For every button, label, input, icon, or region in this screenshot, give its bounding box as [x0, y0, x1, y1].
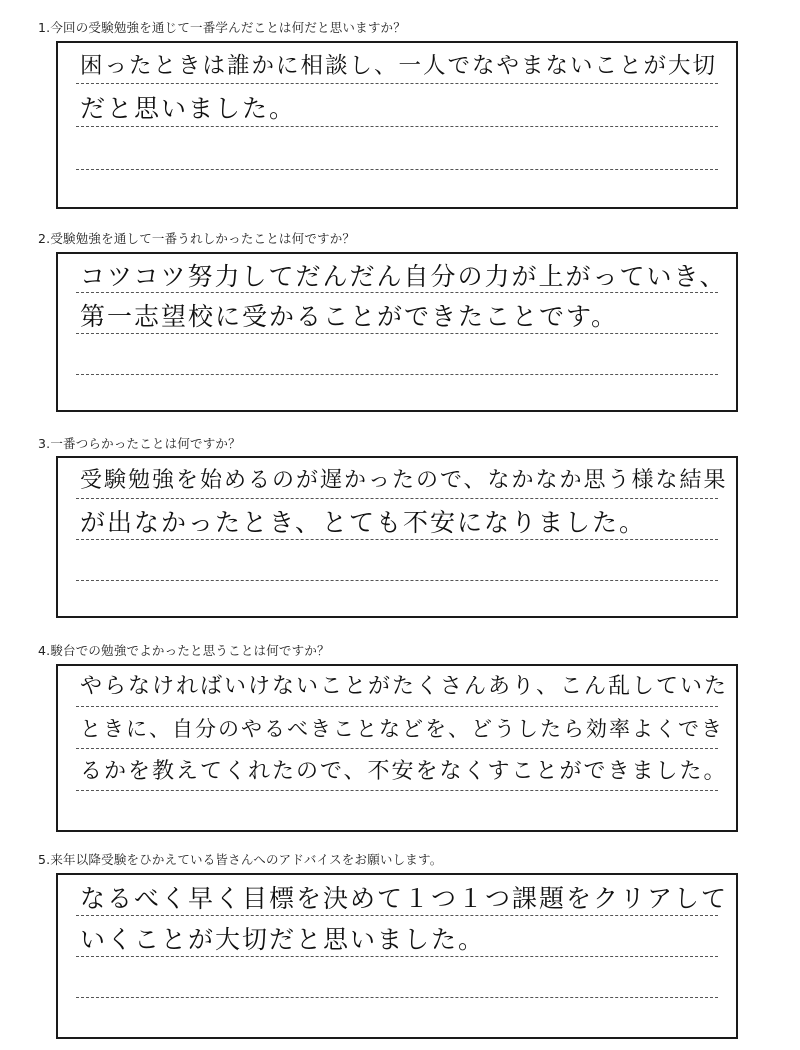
answer-line: やらなければいけないことがたくさんあり、こん乱していた — [80, 674, 729, 699]
answer-line: ときに、自分のやるべきことなどを、どうしたら効率よくでき — [80, 717, 724, 741]
ruled-line — [76, 915, 718, 916]
answer-line: が出なかったとき、とても不安になりました。 — [80, 508, 647, 537]
ruled-line — [76, 539, 718, 540]
ruled-line — [76, 374, 718, 375]
ruled-line — [76, 706, 718, 707]
ruled-line — [76, 997, 718, 998]
answer-box-3 — [56, 456, 738, 618]
answer-line: 受験勉強を始めるのが遅かったので、なかなか思う様な結果 — [80, 468, 728, 493]
ruled-line — [76, 498, 718, 499]
answer-line: 困ったときは誰かに相談し、一人でなやまないことが大切 — [80, 53, 718, 79]
question-3-label: 3.一番つらかったことは何ですか？ — [38, 436, 241, 451]
ruled-line — [76, 83, 718, 84]
answer-box-1 — [56, 41, 738, 209]
question-1-label: 1.今回の受験勉強を通じて一番学んだことは何だと思いますか？ — [38, 20, 406, 35]
answer-line: いくことが大切だと思いました。 — [80, 925, 486, 954]
answer-line: だと思いました。 — [80, 94, 297, 123]
answer-line: るかを教えてくれたので、不安をなくすことができました。 — [80, 759, 728, 784]
answer-line: 第一志望校に受かることができたことです。 — [80, 302, 619, 331]
question-5-label: 5.来年以降受験をひかえている皆さんへのアドバイスをお願いします。 — [38, 852, 443, 867]
ruled-line — [76, 292, 718, 293]
ruled-line — [76, 956, 718, 957]
answer-line: なるべく早く目標を決めて１つ１つ課題をクリアして — [80, 884, 729, 913]
ruled-line — [76, 333, 718, 334]
question-2-label: 2.受験勉強を通して一番うれしかったことは何ですか？ — [38, 231, 356, 246]
question-4-label: 4.駿台での勉強でよかったと思うことは何ですか？ — [38, 643, 330, 658]
answer-box-4 — [56, 664, 738, 832]
answer-line: コツコツ努力してだんだん自分の力が上がっていき、 — [80, 262, 727, 291]
answer-box-2 — [56, 252, 738, 412]
ruled-line — [76, 580, 718, 581]
answer-box-5 — [56, 873, 738, 1039]
ruled-line — [76, 126, 718, 127]
ruled-line — [76, 790, 718, 791]
ruled-line — [76, 169, 718, 170]
ruled-line — [76, 748, 718, 749]
